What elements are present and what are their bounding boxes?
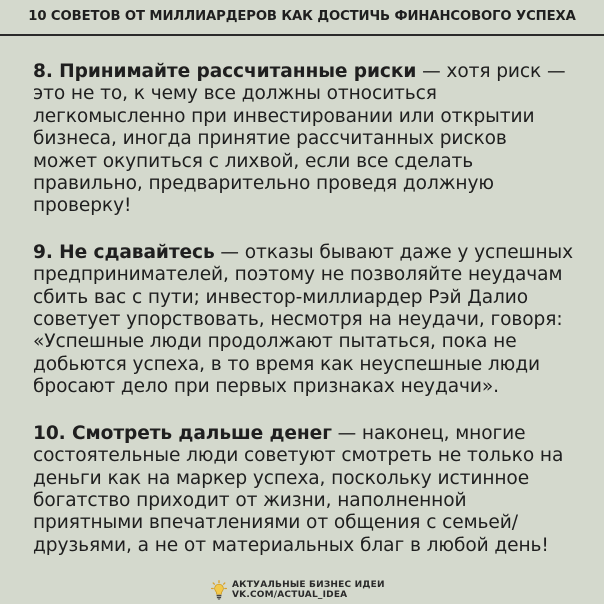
tip-item bbox=[33, 423, 573, 557]
tip-item bbox=[33, 61, 573, 218]
tip-title: 9. Не сдавайтесь bbox=[33, 241, 215, 263]
tip-text: — отказы бывают даже у успешных предпринимателей, поэтому не позволяйте неудачам сбить вас с пути; инвестор-миллиардер Рэй Далио советует упорствовать, несмотря на неудачи, говоря: «Успешные люди продолжают пытаться, пока не добьются успеха, в то время как неуспешные люди бросают дело при первых признаках неудачи». bbox=[33, 241, 573, 398]
tip-item bbox=[33, 242, 573, 399]
tip-text: — наконец, многие состоятельные люди советуют смотреть не только на деньги как на маркер успеха, поскольку истинное богатство приходит от жизни, наполненной приятными впечатлениями от общения с семьей/друзьями, а не от материальных благ в любой день! bbox=[33, 422, 564, 556]
footer-brand-name: АКТУАЛЬНЫЕ БИЗНЕС ИДЕИ bbox=[232, 580, 385, 590]
footer-brand bbox=[211, 579, 385, 601]
footer-link[interactable]: VK.COM/ACTUAL_IDEA bbox=[232, 590, 348, 600]
tip-title: 10. Смотреть дальше денег bbox=[33, 422, 332, 444]
lightbulb-icon bbox=[211, 580, 227, 600]
page-title: 10 СОВЕТОВ ОТ МИЛЛИАРДЕРОВ КАК ДОСТИЧЬ ФИНАНСОВОГО УСПЕХА bbox=[28, 9, 576, 24]
tip-text: — хотя риск — это не то, к чему все должны относиться легкомысленно при инвестировании или открытии бизнеса, иногда принятие рассчитанных рисков может окупиться с лихвой, если все сделать правильно, предварительно проведя должную проверку! bbox=[33, 61, 566, 217]
tip-title: 8. Принимайте рассчитанные риски bbox=[33, 61, 417, 82]
tips-list bbox=[33, 61, 573, 581]
header-divider bbox=[0, 34, 604, 36]
